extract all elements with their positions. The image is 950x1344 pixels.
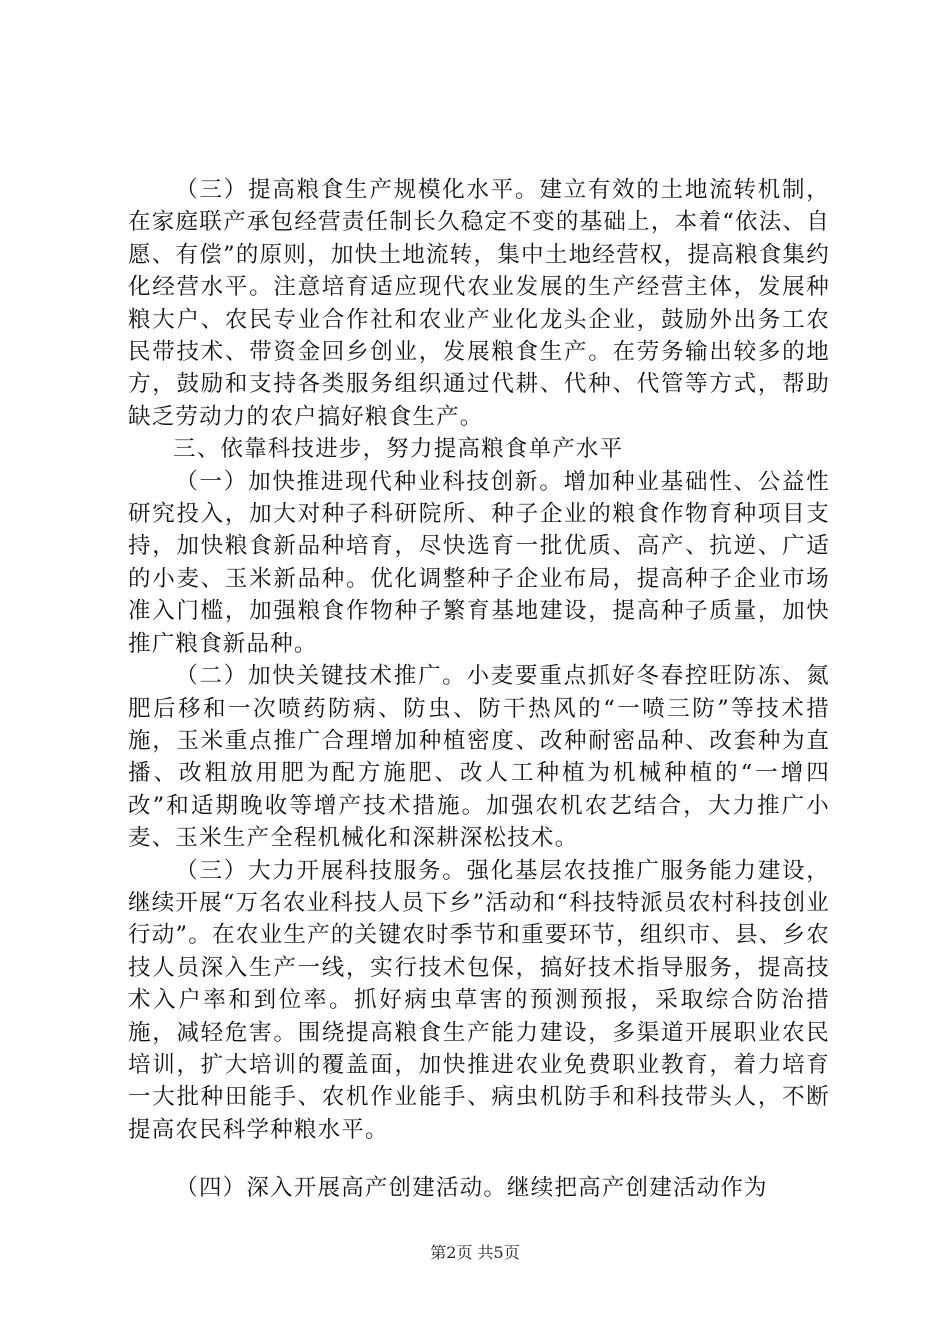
paragraph-technology-services: （三）大力开展科技服务。强化基层农技推广服务能力建设，继续开展“万名农业科技人员下乡”活动和“科技特派员农村科技创业行动”。在农业生产的关键农时季节和重要环节，组织市、县、乡农技人员深入生产一线，实行技术包保，搞好技术指导服务，提高技术入户率和到位率。抓好病虫草害的预测预报，采取综合防治措施，减轻危害。围绕提高粮食生产能力建设，多渠道开展职业农民培训，扩大培训的覆盖面，加快推进农业免费职业教育，着力培育一大批种田能手、农机作业能手、病虫机防手和科技带头人，不断提高农民科学种粮水平。 (128, 857, 830, 1143)
paragraph-seed-innovation: （一）加快推进现代种业科技创新。增加种业基础性、公益性研究投入，加大对种子科研院所、种子企业的粮食作物育种项目支持，加快粮食新品种培育，尽快选育一批优质、高产、抗逆、广适的小麦、玉米新品种。优化调整种子企业布局，提高种子企业市场准入门槛，加强粮食作物种子繁育基地建设，提高种子质量，加快推广粮食新品种。 (128, 468, 830, 657)
document-body (128, 174, 830, 1205)
paragraph-scale-production: （三）提高粮食生产规模化水平。建立有效的土地流转机制，在家庭联产承包经营责任制长久稳定不变的基础上，本着“依法、自愿、有偿”的原则，加快土地流转，集中土地经营权，提高粮食集约化经营水平。注意培育适应现代农业发展的生产经营主体，发展种粮大户、农民专业合作社和农业产业化龙头企业，鼓励外出务工农民带技术、带资金回乡创业，发展粮食生产。在劳务输出较多的地方，鼓励和支持各类服务组织通过代耕、代种、代管等方式，帮助缺乏劳动力的农户搞好粮食生产。 (128, 177, 830, 430)
paragraph-high-yield: （四）深入开展高产创建活动。继续把高产创建活动作为 (175, 1175, 768, 1202)
page-footer: 第2页 共5页 (430, 1243, 520, 1262)
section-heading-technology: 三、依靠科技进步，努力提高粮食单产水平 (173, 436, 624, 463)
paragraph-key-technology: （二）加快关键技术推广。小麦要重点抓好冬春控旺防冻、氮肥后移和一次喷药防病、防虫、防干热风的“一喷三防”等技术措施，玉米重点推广合理增加种植密度、改种耐密品种、改套种为直播、改粗放用肥为配方施肥、改人工种植为机械种植的“一增四改”和适期晚收等增产技术措施。加强农机农艺结合，大力推广小麦、玉米生产全程机械化和深耕深松技术。 (128, 663, 830, 852)
